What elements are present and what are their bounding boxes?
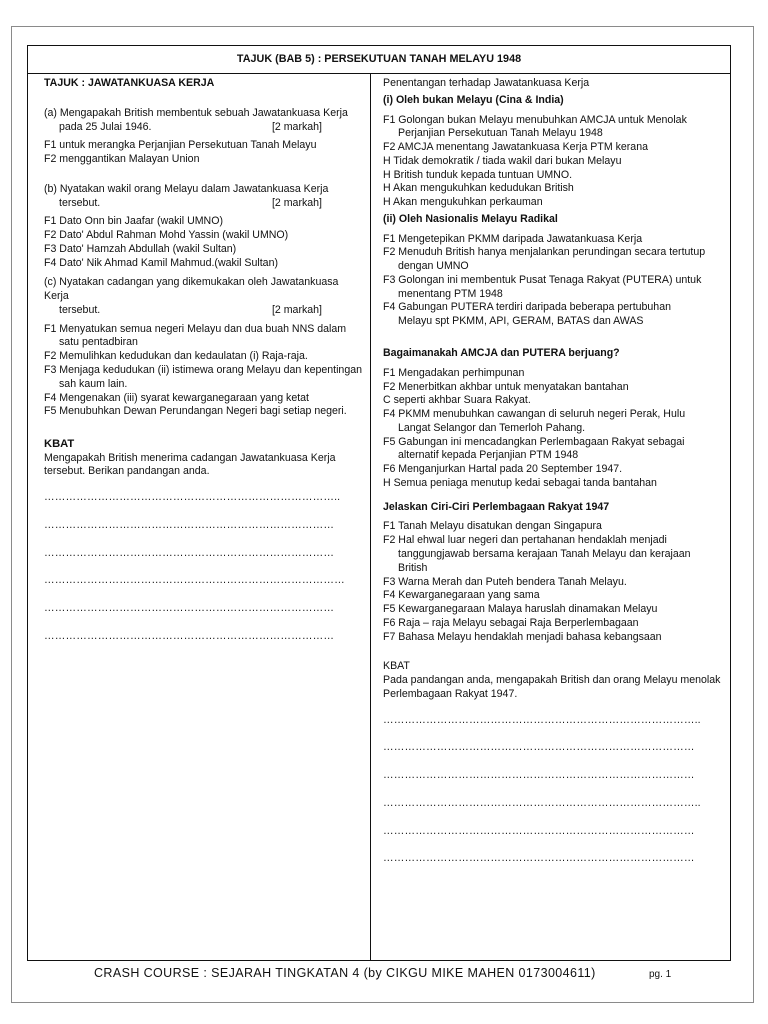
section-non-malay-items bbox=[383, 114, 724, 210]
answer-b-2: F2 Dato' Abdul Rahman Mohd Yassin (wakil UMNO) bbox=[44, 229, 289, 242]
left-heading: TAJUK : JAWATANKUASA KERJA bbox=[44, 77, 215, 89]
answer-line[interactable]: ……………………………………………………………………….. bbox=[44, 491, 341, 504]
question-a-answers bbox=[44, 139, 364, 167]
answer-b-3: F3 Dato' Hamzah Abdullah (wakil Sultan) bbox=[44, 242, 237, 255]
list-item-cont: tanggungjawab bersama kerajaan Tanah Melayu dan kerajaan bbox=[398, 547, 691, 560]
answer-b-1: F1 Dato Onn bin Jaafar (wakil UMNO) bbox=[44, 215, 223, 228]
list-item: F2 Menuduh British hanya menjalankan perundingan secara tertutup bbox=[383, 246, 706, 259]
list-item: F2 Hal ehwal luar negeri dan pertahanan hendaklah menjadi bbox=[383, 534, 667, 547]
right-intro: Penentangan terhadap Jawatankuasa Kerja bbox=[383, 77, 590, 89]
question-c-line2: tersebut. bbox=[59, 303, 101, 316]
answer-c-4: F4 Mengenakan (iii) syarat kewarganegaraan yang ketat bbox=[44, 391, 309, 404]
question-b bbox=[44, 183, 364, 271]
answer-c-3-cont: sah kaum lain. bbox=[59, 377, 128, 390]
list-item: F4 PKMM menubuhkan cawangan di seluruh negeri Perak, Hulu bbox=[383, 408, 686, 421]
list-item-cont: menentang PTM 1948 bbox=[398, 287, 503, 300]
list-item: F1 Tanah Melayu disatukan dengan Singapura bbox=[383, 520, 602, 533]
answer-line[interactable]: ……………………………………………………………………… bbox=[44, 630, 335, 642]
list-item: H Akan mengukuhkan perkauman bbox=[383, 196, 543, 209]
list-item: F4 Kewarganegaraan yang sama bbox=[383, 589, 540, 602]
section-constitution-heading: Jelaskan Ciri-Ciri Perlembagaan Rakyat 1947 bbox=[383, 500, 610, 513]
list-item-cont: alternatif kepada Perjanjian PTM 1948 bbox=[398, 449, 579, 462]
kbat-left-line2: tersebut. Berikan pandangan anda. bbox=[44, 465, 210, 478]
list-item: F4 Gabungan PUTERA terdiri daripada beberapa pertubuhan bbox=[383, 301, 671, 314]
list-item-cont: Melayu spt PKMM, API, GERAM, BATAS dan AWAS bbox=[398, 315, 644, 328]
answer-a-2: F2 menggantikan Malayan Union bbox=[44, 153, 200, 166]
answer-line[interactable]: ……………………………………………………………………… bbox=[44, 518, 335, 531]
kbat-right-line2: Perlembagaan Rakyat 1947. bbox=[383, 687, 518, 700]
section-radical-items bbox=[383, 233, 724, 329]
answer-b-4: F4 Dato' Nik Ahmad Kamil Mahmud.(wakil Sultan) bbox=[44, 256, 278, 269]
list-item: C seperti akhbar Suara Rakyat. bbox=[383, 394, 531, 407]
question-a bbox=[44, 107, 364, 167]
kbat-right bbox=[383, 660, 724, 701]
list-item: H Semua peniaga menutup kedai sebagai tanda bantahan bbox=[383, 476, 657, 489]
list-item: F2 AMCJA menentang Jawatankuasa Kerja PTM kerana bbox=[383, 141, 648, 154]
answer-line[interactable]: ………………………………………………………………………… bbox=[44, 574, 345, 587]
section-constitution bbox=[383, 501, 724, 645]
list-item-cont: Perjanjian Persekutuan Tanah Melayu 1948 bbox=[398, 127, 603, 140]
section-non-malay-heading: (i) Oleh bukan Melayu (Cina & India) bbox=[383, 93, 564, 106]
question-a-line1: (a) Mengapakah British membentuk sebuah Jawatankuasa Kerja bbox=[44, 106, 348, 119]
question-a-line2: pada 25 Julai 1946. bbox=[59, 120, 152, 133]
right-answer-lines bbox=[383, 714, 724, 867]
worksheet bbox=[27, 45, 731, 961]
list-item: F3 Warna Merah dan Puteh bendera Tanah Melayu. bbox=[383, 575, 627, 588]
question-c-line2-row bbox=[44, 304, 364, 318]
list-item-cont: Langat Selangor dan Temerloh Pahang. bbox=[398, 421, 586, 434]
list-item-cont: dengan UMNO bbox=[398, 260, 469, 273]
list-item: F3 Golongan ini membentuk Pusat Tenaga Rakyat (PUTERA) untuk bbox=[383, 273, 702, 286]
list-item: H Tidak demokratik / tiada wakil dari bukan Melayu bbox=[383, 154, 622, 167]
list-item: F1 Mengadakan perhimpunan bbox=[383, 366, 525, 379]
question-a-marks: [2 markah] bbox=[271, 120, 322, 133]
answer-line[interactable]: …………………………………………………………………………… bbox=[383, 852, 695, 865]
left-answer-lines bbox=[44, 491, 364, 644]
section-radical-heading: (ii) Oleh Nasionalis Melayu Radikal bbox=[383, 212, 558, 225]
left-column bbox=[28, 74, 371, 960]
list-item: H Akan mengukuhkan kedudukan British bbox=[383, 182, 574, 195]
list-item: F5 Gabungan ini mencadangkan Perlembagaan Rakyat sebagai bbox=[383, 435, 685, 448]
section-radical bbox=[383, 213, 724, 329]
kbat-left-heading: KBAT bbox=[44, 438, 75, 451]
answer-line[interactable]: …………………………………………………………………………… bbox=[383, 769, 695, 782]
answer-c-1: F1 Menyatukan semua negeri Melayu dan dua buah NNS dalam bbox=[44, 322, 347, 335]
list-item: F2 Menerbitkan akhbar untuk menyatakan bantahan bbox=[383, 380, 629, 393]
list-item: F7 Bahasa Melayu hendaklah menjadi bahasa kebangsaan bbox=[383, 630, 662, 643]
list-item: F6 Menganjurkan Hartal pada 20 September 1947. bbox=[383, 463, 623, 476]
question-b-line1: (b) Nyatakan wakil orang Melayu dalam Jawatankuasa Kerja bbox=[44, 182, 329, 195]
section-struggle-items bbox=[383, 367, 724, 491]
list-item: F5 Kewarganegaraan Malaya haruslah dinamakan Melayu bbox=[383, 603, 658, 616]
question-b-line2-row bbox=[44, 197, 364, 211]
question-c bbox=[44, 276, 364, 419]
question-c-marks: [2 markah] bbox=[271, 303, 322, 316]
right-column bbox=[372, 74, 730, 960]
page-number: pg. 1 bbox=[649, 969, 672, 980]
answer-line[interactable]: ……………………………………………………………………… bbox=[44, 546, 335, 559]
answer-c-1-cont: satu pentadbiran bbox=[59, 336, 138, 349]
kbat-right-heading: KBAT bbox=[383, 660, 410, 673]
question-c-answers bbox=[44, 323, 364, 419]
answer-c-2: F2 Memulihkan kedudukan dan kedaulatan (i) Raja-raja. bbox=[44, 350, 308, 363]
section-struggle-heading: Bagaimanakah AMCJA dan PUTERA berjuang? bbox=[383, 347, 620, 360]
answer-line[interactable]: …………………………………………………………………………….. bbox=[383, 713, 701, 726]
answer-a-1: F1 untuk merangka Perjanjian Persekutuan Tanah Melayu bbox=[44, 139, 317, 152]
answer-line[interactable]: …………………………………………………………………………… bbox=[383, 824, 695, 837]
question-a-line2-row bbox=[44, 121, 364, 135]
page-title: TAJUK (BAB 5) : PERSEKUTUAN TANAH MELAYU 1948 bbox=[28, 46, 730, 74]
list-item: F1 Golongan bukan Melayu menubuhkan AMCJA untuk Menolak bbox=[383, 113, 687, 126]
answer-line[interactable]: …………………………………………………………………………….. bbox=[383, 796, 701, 809]
kbat-right-line1: Pada pandangan anda, mengapakah British dan orang Melayu menolak bbox=[383, 674, 721, 687]
section-constitution-items bbox=[383, 520, 724, 644]
question-c-line1: (c) Nyatakan cadangan yang dikemukakan oleh Jawatankuasa Kerja bbox=[44, 276, 339, 303]
question-b-answers bbox=[44, 215, 364, 270]
answer-c-5: F5 Menubuhkan Dewan Perundangan Negeri bagi setiap negeri. bbox=[44, 405, 347, 418]
list-item-cont: British bbox=[398, 561, 428, 574]
answer-c-3: F3 Menjaga kedudukan (ii) istimewa orang Melayu dan kepentingan bbox=[44, 364, 362, 377]
answer-line[interactable]: …………………………………………………………………………… bbox=[383, 741, 695, 754]
section-struggle bbox=[383, 347, 724, 491]
question-b-line2: tersebut. bbox=[59, 196, 101, 209]
kbat-left bbox=[44, 437, 364, 479]
list-item: H British tunduk kepada tuntuan UMNO. bbox=[383, 168, 573, 181]
list-item: F6 Raja – raja Melayu sebagai Raja Berperlembagaan bbox=[383, 616, 639, 629]
footer-text: CRASH COURSE : SEJARAH TINGKATAN 4 (by CIKGU MIKE MAHEN 0173004611) bbox=[94, 966, 596, 980]
answer-line[interactable]: ……………………………………………………………………… bbox=[44, 602, 335, 615]
list-item: F1 Mengetepikan PKMM daripada Jawatankuasa Kerja bbox=[383, 232, 643, 245]
kbat-left-line1: Mengapakah British menerima cadangan Jawatankuasa Kerja bbox=[44, 451, 336, 464]
section-non-malay bbox=[383, 94, 724, 210]
question-b-marks: [2 markah] bbox=[271, 196, 322, 209]
